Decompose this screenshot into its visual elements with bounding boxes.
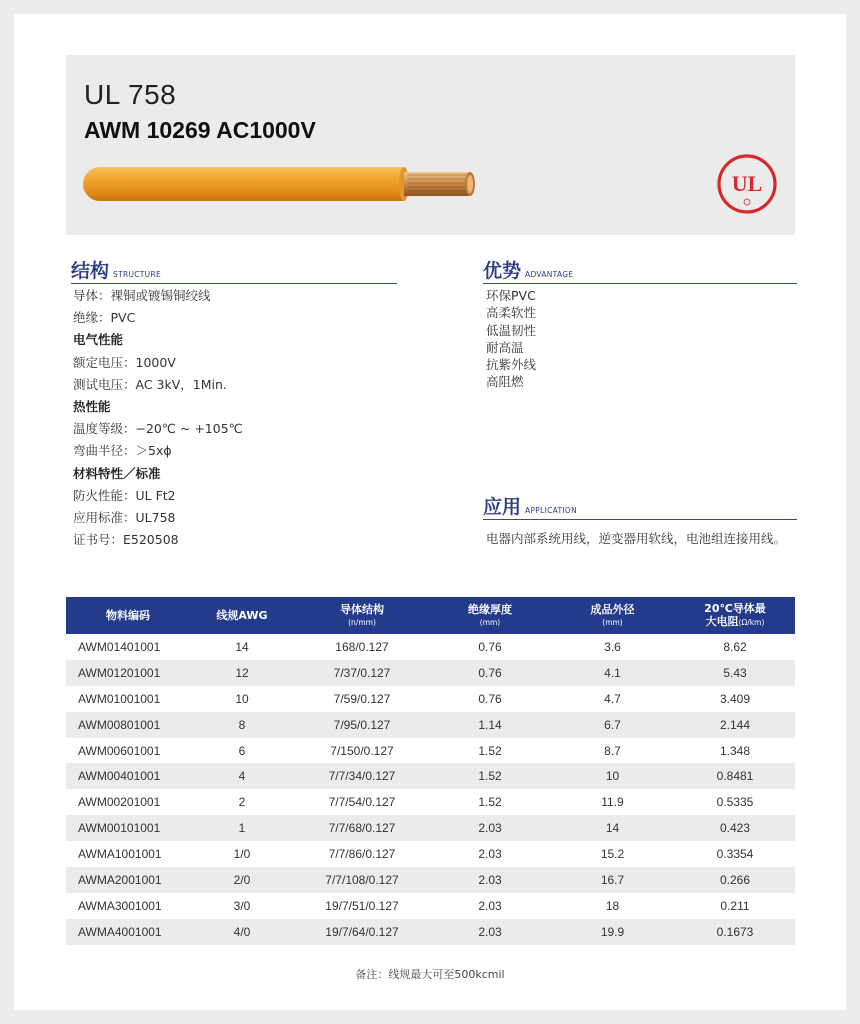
conductor-cell: 7/150/0.127 xyxy=(330,743,394,758)
model-title: AWM 10269 AC1000V xyxy=(84,117,316,143)
awg-cell: 14 xyxy=(235,639,249,654)
insulation-cell: 2.03 xyxy=(430,815,550,841)
conductor-cell: 19/7/64/0.127 xyxy=(294,919,430,945)
outer-diameter-cell: 10 xyxy=(550,763,675,789)
outer-diameter-cell: 3.6 xyxy=(604,639,621,654)
outer-diameter-cell: 6.7 xyxy=(550,712,675,738)
outer-diameter-cell: 15.2 xyxy=(600,847,625,862)
advantage-list xyxy=(486,287,536,391)
outer-diameter-cell: 19.9 xyxy=(550,919,675,945)
product-hero xyxy=(66,55,795,235)
structure-list xyxy=(73,285,243,551)
insulation-cell: 1.52 xyxy=(478,743,502,758)
resistance-cell: 0.423 xyxy=(675,815,795,841)
awg-cell: 8 xyxy=(190,712,294,738)
material-code-cell: AWM01201001 xyxy=(66,660,190,686)
advantage-heading xyxy=(483,254,797,284)
material-code-cell: AWMA3001001 xyxy=(78,898,162,913)
outer-diameter-cell: 11.9 xyxy=(601,795,624,810)
insulation-cell: 1.52 xyxy=(430,763,550,789)
table-row xyxy=(66,634,795,660)
outer-diameter-cell: 16.7 xyxy=(550,867,675,893)
awg-cell: 10 xyxy=(235,691,249,706)
material-code-cell: AWMA2001001 xyxy=(66,867,190,893)
table-row xyxy=(66,893,795,919)
advantage-subtitle: ADVANTAGE xyxy=(525,270,574,279)
resistance-cell: 1.348 xyxy=(719,743,751,758)
advantage-item: 低温韧性 xyxy=(486,322,537,338)
awg-cell: 3/0 xyxy=(233,898,251,913)
standard-title: UL 758 xyxy=(84,79,177,110)
structure-line: 导体：裸铜或镀锡铜绞线 xyxy=(73,288,211,303)
awg-cell: 4/0 xyxy=(190,919,294,945)
conductor-cell: 7/7/68/0.127 xyxy=(294,815,430,841)
advantage-item: 抗紫外线 xyxy=(486,357,537,373)
table-row xyxy=(66,867,795,893)
cable-image xyxy=(82,165,482,203)
conductor-cell: 7/59/0.127 xyxy=(333,691,391,706)
insulation-cell: 2.03 xyxy=(430,919,550,945)
resistance-cell: 5.43 xyxy=(675,660,795,686)
structure-title: 结构 xyxy=(71,260,110,282)
structure-line: 温度等级：−20℃ ~ +105℃ xyxy=(73,421,243,437)
structure-subheading: 材料特性／标准 xyxy=(73,465,161,481)
structure-line: 防火性能：UL Ft2 xyxy=(73,487,176,503)
table-row xyxy=(66,738,795,764)
table-row xyxy=(66,841,795,867)
conductor-cell: 7/95/0.127 xyxy=(294,712,430,738)
insulation-cell: 2.03 xyxy=(430,867,550,893)
insulation-cell: 0.76 xyxy=(478,639,502,654)
awg-cell: 2/0 xyxy=(190,867,294,893)
awg-cell: 12 xyxy=(190,660,294,686)
material-code-cell: AWM00801001 xyxy=(66,712,190,738)
conductor-cell: 7/7/54/0.127 xyxy=(328,795,396,810)
insulation-cell: 2.03 xyxy=(478,898,502,913)
table-row xyxy=(66,789,795,815)
outer-diameter-cell: 18 xyxy=(605,898,620,913)
structure-subheading: 电气性能 xyxy=(73,332,124,348)
material-code-cell: AWM00401001 xyxy=(66,763,190,789)
insulation-cell: 0.76 xyxy=(478,691,502,706)
material-code-cell: AWM01001001 xyxy=(78,691,161,706)
application-title: 应用 xyxy=(483,496,522,518)
awg-cell: 6 xyxy=(238,743,246,758)
material-code-cell: AWM00201001 xyxy=(78,795,161,810)
conductor-cell: 168/0.127 xyxy=(335,639,389,654)
material-code-cell: AWM00101001 xyxy=(66,815,190,841)
resistance-cell: 0.266 xyxy=(675,867,795,893)
insulation-cell: 0.76 xyxy=(430,660,550,686)
structure-subheading: 热性能 xyxy=(73,398,111,414)
resistance-cell: 0.3354 xyxy=(716,847,754,862)
table-row xyxy=(66,712,795,738)
outer-diameter-cell: 4.1 xyxy=(550,660,675,686)
outer-diameter-cell: 14 xyxy=(550,815,675,841)
advantage-item: 高柔软性 xyxy=(486,305,537,321)
insulation-cell: 1.52 xyxy=(478,795,502,810)
awg-cell: 1/0 xyxy=(233,847,251,862)
material-code-cell: AWMA1001001 xyxy=(78,847,162,862)
conductor-cell: 7/7/34/0.127 xyxy=(294,763,430,789)
awg-cell: 1 xyxy=(190,815,294,841)
table-row xyxy=(66,660,795,686)
ul-certification-logo xyxy=(716,153,778,215)
col-outer-diameter: 成品外径 (mm) xyxy=(550,597,675,634)
col-conductor: 导体结构 (n/mm) xyxy=(294,597,430,634)
col-resistance: 20℃导体最 大电阻(Ω/km) xyxy=(675,597,795,634)
application-subtitle: APPLICATION xyxy=(525,506,577,515)
structure-line: 额定电压：1000V xyxy=(73,354,176,370)
material-code-cell: AWMA4001001 xyxy=(66,919,190,945)
table-row xyxy=(66,919,795,945)
resistance-cell: 0.211 xyxy=(720,898,750,913)
conductor-cell: 19/7/51/0.127 xyxy=(325,898,399,913)
structure-heading xyxy=(71,254,397,284)
insulation-cell: 2.03 xyxy=(478,847,502,862)
application-heading xyxy=(483,490,797,520)
spec-sheet-page xyxy=(14,14,846,1010)
resistance-cell: 8.62 xyxy=(723,639,747,654)
advantage-item: 高阻燃 xyxy=(486,374,524,390)
resistance-cell: 0.8481 xyxy=(675,763,795,789)
advantage-item: 耐高温 xyxy=(486,339,524,355)
material-code-cell: AWM01401001 xyxy=(78,639,161,654)
structure-line: 绝缘：PVC xyxy=(73,310,136,326)
structure-subtitle: STRUCTURE xyxy=(113,270,162,279)
structure-line: 弯曲半径：＞5xϕ xyxy=(73,443,172,459)
resistance-cell: 0.5335 xyxy=(716,795,754,810)
awg-cell: 2 xyxy=(238,795,246,810)
resistance-cell: 2.144 xyxy=(675,712,795,738)
structure-line: 测试电压：AC 3kV，1Min. xyxy=(73,376,227,392)
table-row xyxy=(66,686,795,712)
advantage-title: 优势 xyxy=(483,260,522,282)
outer-diameter-cell: 4.7 xyxy=(604,691,621,706)
conductor-cell: 7/7/86/0.127 xyxy=(328,847,396,862)
table-header-row xyxy=(66,597,795,634)
footnote: 备注：线规最大可至500kcmil xyxy=(355,968,505,981)
advantage-item: 环保PVC xyxy=(486,288,536,303)
col-insulation: 绝缘厚度 (mm) xyxy=(430,597,550,634)
ul-logo-text: UL xyxy=(731,171,763,196)
table-row xyxy=(66,763,795,789)
col-material-code: 物料编码 xyxy=(66,597,190,634)
application-text: 电器内部系统用线，逆变器用软线，电池组连接用线。 xyxy=(486,531,787,546)
resistance-cell: 3.409 xyxy=(719,691,751,706)
resistance-cell: 0.1673 xyxy=(675,919,795,945)
awg-cell: 4 xyxy=(190,763,294,789)
col-awg: 线规AWG xyxy=(190,597,294,634)
table-row xyxy=(66,815,795,841)
conductor-cell: 7/37/0.127 xyxy=(294,660,430,686)
conductor-cell: 7/7/108/0.127 xyxy=(294,867,430,893)
structure-line: 证书号：E520508 xyxy=(73,532,179,548)
insulation-cell: 1.14 xyxy=(430,712,550,738)
spec-table xyxy=(66,597,795,945)
material-code-cell: AWM00601001 xyxy=(78,743,161,758)
outer-diameter-cell: 8.7 xyxy=(604,743,621,758)
structure-line: 应用标准：UL758 xyxy=(73,509,176,525)
